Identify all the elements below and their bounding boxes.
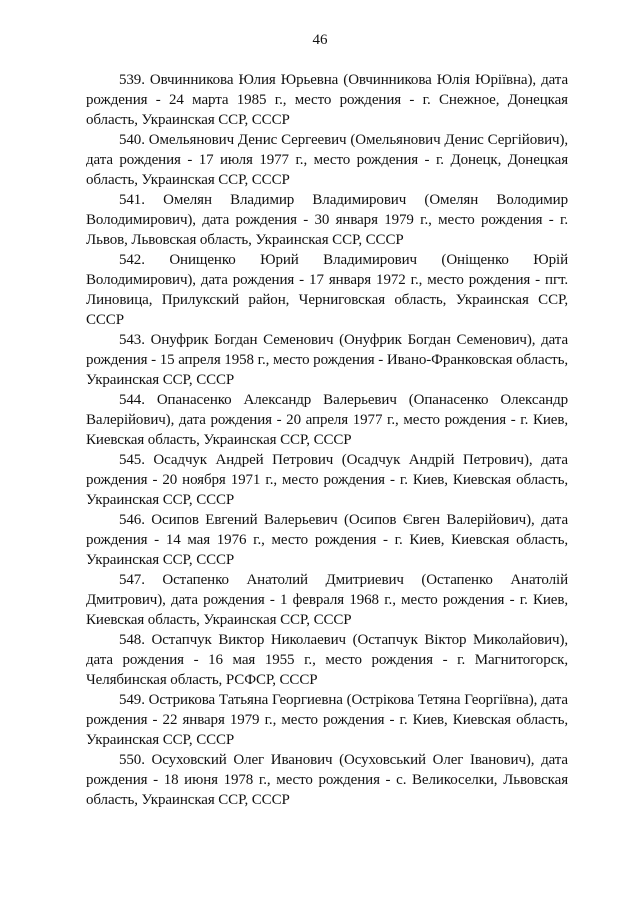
list-item-543: 543. Онуфрик Богдан Семенович (Онуфрик Богдан Семенович), дата рождения - 15 апреля 1958 г., место рождения - Ивано-Франковская область, Украинская ССР, СССР bbox=[86, 332, 568, 388]
list-item-541: 541. Омелян Владимир Владимирович (Омелян Володимир Володимирович), дата рождения - 30 января 1979 г., место рождения - г. Львов, Львовская область, Украинская ССР, СССР bbox=[86, 192, 568, 248]
list-item-546: 546. Осипов Евгений Валерьевич (Осипов Євген Валерійович), дата рождения - 14 мая 1976 г., место рождения - г. Киев, Киевская область, Украинская ССР, СССР bbox=[86, 512, 568, 568]
list-item-549: 549. Острикова Татьяна Георгиевна (Острікова Тетяна Георгіївна), дата рождения - 22 января 1979 г., место рождения - г. Киев, Киевская область, Украинская ССР, СССР bbox=[86, 692, 568, 748]
page-number: 46 bbox=[312, 32, 328, 48]
list-item-542: 542. Онищенко Юрий Владимирович (Оніщенко Юрій Володимирович), дата рождения - 17 января 1972 г., место рождения - пгт. Линовица, Прилукский район, Черниговская область, Украинская ССР, СССР bbox=[86, 252, 568, 328]
list-item-540: 540. Омельянович Денис Сергеевич (Омельянович Денис Сергійович), дата рождения - 17 июля 1977 г., место рождения - г. Донецк, Донецкая область, Украинская ССР, СССР bbox=[86, 132, 568, 188]
list-item-544: 544. Опанасенко Александр Валерьевич (Опанасенко Олександр Валерійович), дата рождения - 20 апреля 1977 г., место рождения - г. Киев, Киевская область, Украинская ССР, СССР bbox=[86, 392, 568, 448]
list-item-539: 539. Овчинникова Юлия Юрьевна (Овчинникова Юлія Юріївна), дата рождения - 24 марта 1985 г., место рождения - г. Снежное, Донецкая область, Украинская ССР, СССР bbox=[86, 72, 568, 128]
list-item-547: 547. Остапенко Анатолий Дмитриевич (Остапенко Анатолій Дмитрович), дата рождения - 1 февраля 1968 г., место рождения - г. Киев, Киевская область, Украинская ССР, СССР bbox=[86, 572, 568, 628]
list-item-548: 548. Остапчук Виктор Николаевич (Остапчук Віктор Миколайович), дата рождения - 16 мая 1955 г., место рождения - г. Магнитогорск, Челябинская область, РСФСР, СССР bbox=[86, 632, 568, 688]
entry-list bbox=[86, 70, 568, 810]
list-item-545: 545. Осадчук Андрей Петрович (Осадчук Андрій Петрович), дата рождения - 20 ноября 1971 г., место рождения - г. Киев, Киевская область, Украинская ССР, СССР bbox=[86, 452, 568, 508]
list-item-550: 550. Осуховский Олег Иванович (Осуховський Олег Іванович), дата рождения - 18 июня 1978 г., место рождения - с. Великоселки, Львовская область, Украинская ССР, СССР bbox=[86, 752, 568, 808]
